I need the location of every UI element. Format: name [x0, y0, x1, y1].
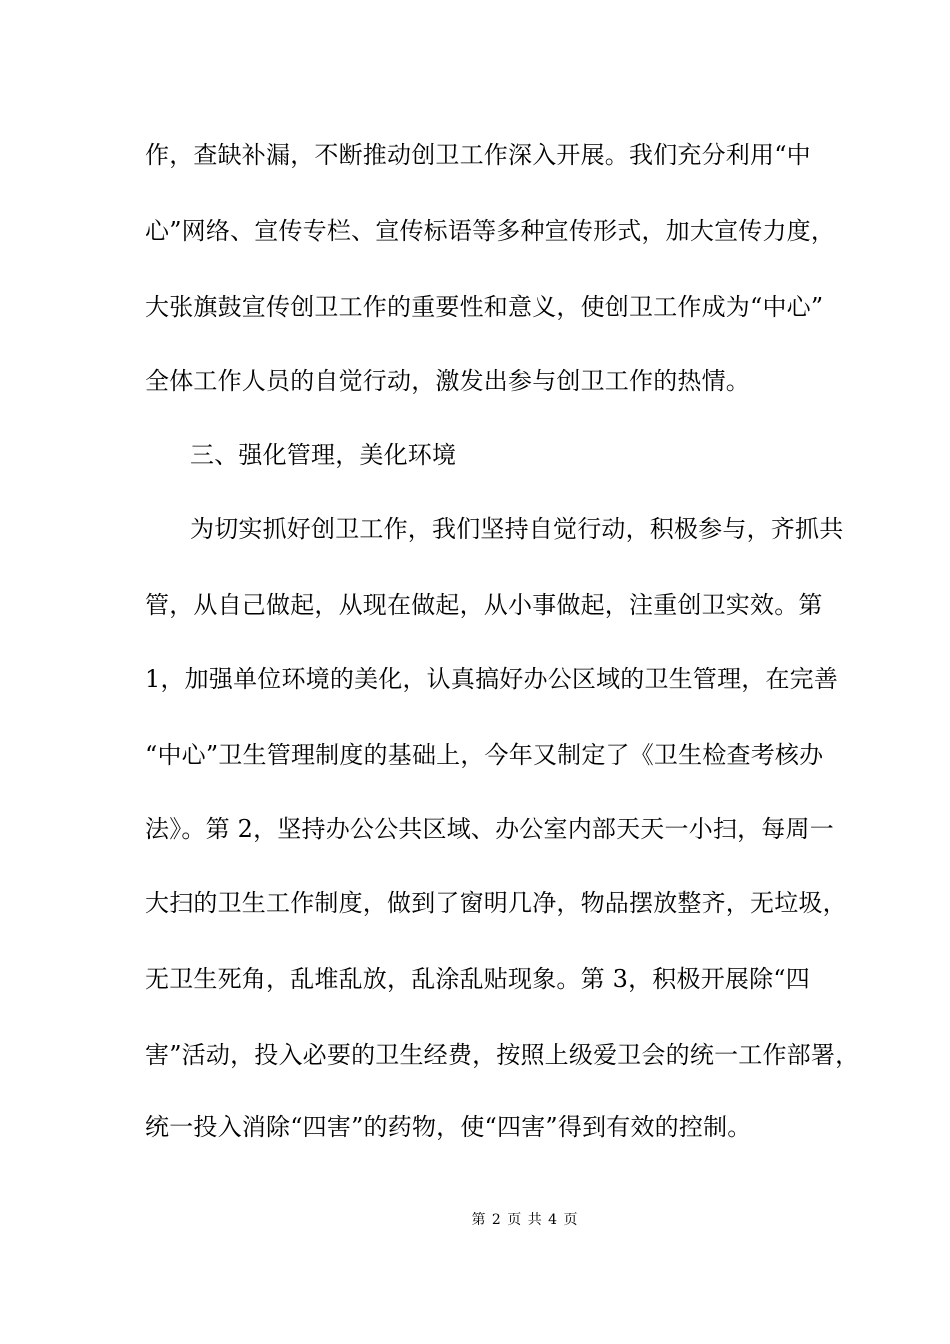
paragraph-line: 统一投入消除“四害”的药物，使“四害”得到有效的控制。 — [145, 1113, 752, 1141]
paragraph-line: 害”活动，投入必要的卫生经费，按照上级爱卫会的统一工作部署， — [145, 1041, 860, 1069]
paragraph-line: 为切实抓好创卫工作，我们坚持自觉行动，积极参与，齐抓共 — [190, 515, 844, 543]
paragraph-line: “中心”卫生管理制度的基础上，今年又制定了《卫生检查考核办 — [145, 741, 824, 769]
paragraph-line: 管，从自己做起，从现在做起，从小事做起，注重创卫实效。第 — [145, 591, 823, 619]
paragraph-line: 无卫生死角，乱堆乱放，乱涂乱贴现象。第 3，积极开展除“四 — [145, 965, 810, 993]
paragraph-line: 作，查缺补漏，不断推动创卫工作深入开展。我们充分利用“中 — [145, 141, 811, 169]
page-number-footer: 第 2 页 共 4 页 — [471, 1212, 579, 1228]
paragraph-line: 全体工作人员的自觉行动，激发出参与创卫工作的热情。 — [145, 367, 750, 395]
paragraph-line: 心”网络、宣传专栏、宣传标语等多种宣传形式，加大宣传力度， — [145, 217, 836, 245]
paragraph-line: 法》。第 2，坚持办公公共区域、办公室内部天天一小扫，每周一 — [145, 815, 834, 843]
paragraph-line: 大扫的卫生工作制度，做到了窗明几净，物品摆放整齐，无垃圾， — [145, 889, 847, 917]
section-heading: 三、强化管理，美化环境 — [190, 441, 457, 469]
paragraph-line: 1，加强单位环境的美化，认真搞好办公区域的卫生管理，在完善 — [145, 665, 839, 693]
paragraph-line: 大张旗鼓宣传创卫工作的重要性和意义，使创卫工作成为“中心” — [145, 293, 824, 321]
